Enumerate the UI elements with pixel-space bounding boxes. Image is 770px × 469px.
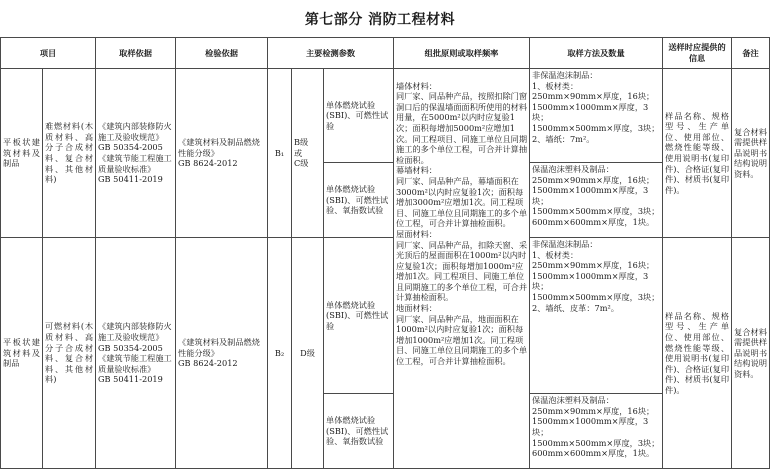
method-cell: 保温泡沫塑料及制品： 250mm×90mm×厚度，16块； 1500mm×1000mm×厚度，3块； 1500mm×500mm×厚度，3块； 600mm×600mm×厚度，1块。 (530, 163, 663, 238)
batch-rule-cell (394, 69, 530, 469)
method-cell: 非保温泡沫制品： 1、板材类： 250mm×90mm×厚度，16块； 1500mm×1000mm×厚度，3块； 1500mm×500mm×厚度，3块； 2、墙纸：7m²。 (530, 69, 663, 163)
remarks-cell: 复合材料需提供样品说明书结构说明资料。 (732, 69, 770, 238)
header-batch-rule: 组批原则或取样频率 (394, 38, 530, 69)
header-main-params: 主要检测参数 (268, 38, 394, 69)
subcategory-cell: 难燃材料(木质材料、高分子合成材料、复合材料、其他材料) (43, 69, 96, 238)
category-cell: 平板状建筑材料及制品 (1, 238, 43, 469)
header-remarks: 备注 (732, 38, 770, 69)
param-cell: 单体燃烧试验(SBI)、可燃性试验、氧指数试验 (324, 163, 394, 238)
remarks-cell: 复合材料需提供样品说明书结构说明资料。 (732, 238, 770, 469)
subcategory-cell: 可燃材料(木质材料、高分子合成材料、复合材料、其他材料) (43, 238, 96, 469)
header-inspection-basis: 检验依据 (176, 38, 268, 69)
sampling-basis-cell: 《建筑内部装修防火施工及验收规范》 GB 50354-2005 《建筑节能工程施工质量验收标准》 GB 50411-2019 (96, 238, 176, 469)
table-row (1, 238, 770, 394)
inspection-basis-cell: 《建筑材料及制品燃烧性能分级》 GB 8624-2012 (176, 238, 268, 469)
inspection-basis-cell: 《建筑材料及制品燃烧性能分级》 GB 8624-2012 (176, 69, 268, 238)
level-code-cell: B₁ (268, 69, 292, 238)
sampling-basis-cell: 《建筑内部装修防火施工及验收规范》 GB 50354-2005 《建筑节能工程施工质量验收标准》 GB 50411-2019 (96, 69, 176, 238)
category-cell: 平板状建筑材料及制品 (1, 69, 43, 238)
header-item: 项目 (1, 38, 96, 69)
param-cell: 单体燃烧试验(SBI)、可燃性试验 (324, 238, 394, 394)
batch-rule-text: 墙体材料： 同厂家、同品种产品，按照扣除门窗洞口后的保温墙面面积所使用的材料用量，在5000m²以内时应复验1次；面积每增加5000m²应增加1次。同工程项目、同施工单位且同期施工的多个单位工程，可合并计算抽检面积。 幕墙材料： 同厂家、同品种产品，幕墙面积在3000m²以内时应复验1次；面积每增加3000m²应增加1次。同工程项目、同施工单位且同期施工的多个单位工程，可合并计算抽检面积。 屋面材料： 同厂家、同品种产品，扣除天窗、采光顶后的屋面面积在1000m²以内时应复验1次；面积每增加1000m²应增加1次。同工程项目、同施工单位且同期施工的多个单位工程，可合并计算抽检面积。 地面材料： 同厂家、同品种产品，地面面积在1000m²以内时应复验1次；面积每增加1000m²应增加1次。同工程项目、同施工单位且同期施工的多个单位工程，可合并计算抽检面积。 (396, 80, 528, 367)
header-row (1, 38, 770, 69)
header-submit-info: 送样时应提供的信息 (663, 38, 732, 69)
page-title: 第七部分 消防工程材料 (304, 12, 456, 28)
param-cell: 单体燃烧试验(SBI)、可燃性试验、氧指数试验 (324, 394, 394, 469)
grade-cell: D级 (292, 238, 324, 469)
method-cell: 非保温泡沫制品： 1、板材类： 250mm×90mm×厚度，16块； 1500mm×1000mm×厚度，3块； 1500mm×500mm×厚度，3块； 2、墙纸、皮革：7m²。 (530, 238, 663, 394)
param-cell: 单体燃烧试验(SBI)、可燃性试验 (324, 69, 394, 163)
method-cell: 保温泡沫塑料及制品： 250mm×90mm×厚度，16块； 1500mm×1000mm×厚度，3块； 1500mm×500mm×厚度，3块； 600mm×600mm×厚度，1块。 (530, 394, 663, 469)
submit-info-cell: 样品名称、规格型号、生产单位、使用部位、燃烧性能等级、使用说明书(复印件)、合格证(复印件)、材质书(复印件)。 (663, 238, 732, 469)
submit-info-cell: 样品名称、规格型号、生产单位、使用部位、燃烧性能等级、使用说明书(复印件)、合格证(复印件)、材质书(复印件)。 (663, 69, 732, 238)
table-row (1, 69, 770, 163)
level-code-cell: B₂ (268, 238, 292, 469)
materials-table (0, 37, 770, 469)
header-sampling-basis: 取样依据 (96, 38, 176, 69)
header-method-qty: 取样方法及数量 (530, 38, 663, 69)
grade-cell: B级 或 C级 (292, 69, 324, 238)
